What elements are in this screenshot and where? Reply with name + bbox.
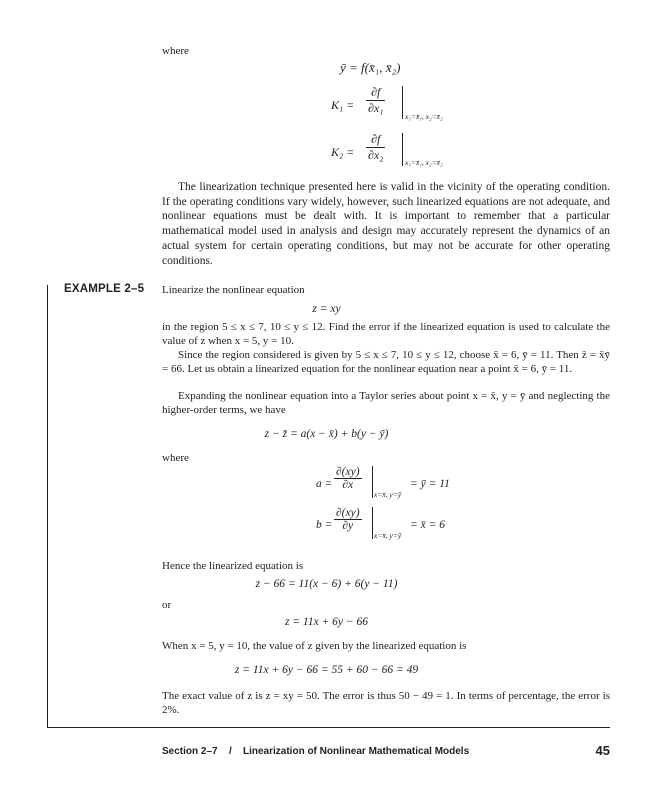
- k1-fraction: [366, 85, 385, 116]
- k2-lhs: K₂ =: [331, 145, 355, 159]
- a-eval-point: x=x̄, y=ȳ: [374, 490, 402, 499]
- footer-title: Linearization of Nonlinear Mathematical Models: [243, 746, 470, 757]
- k2-eval-bar: [402, 133, 403, 166]
- exact-text: The exact value of z is z = xy = 50. The error is thus 50 − 49 = 1. In terms of percentage, the error is 2%.: [162, 690, 610, 716]
- region-paragraph: [162, 321, 610, 348]
- example-label: EXAMPLE 2–5: [64, 283, 145, 295]
- k2-fraction: [366, 132, 385, 163]
- b-rhs: = x̄ = 6: [410, 519, 445, 531]
- footer-separator: /: [229, 746, 232, 757]
- or-label: or: [162, 599, 172, 611]
- b-lhs: b =: [316, 519, 333, 531]
- linearization-paragraph: [162, 180, 610, 268]
- example-left-rule: [47, 285, 48, 727]
- example-intro: Linearize the nonlinear equation: [162, 284, 305, 296]
- page-number: 45: [595, 743, 610, 758]
- b-numerator: ∂(xy): [336, 507, 360, 519]
- footer-section: Section 2–7: [162, 746, 218, 757]
- exact-paragraph: [162, 690, 610, 717]
- linearized-equation-2: z = 11x + 6y − 66: [284, 616, 369, 628]
- k2-denominator: ∂x₂: [368, 148, 384, 162]
- b-fraction: [334, 507, 362, 532]
- a-fraction: [334, 466, 362, 491]
- ybar-equation: ȳ = f(x̄₁, x̄₂): [340, 60, 401, 75]
- taylor-equation: z − z̄ = a(x − x̄) + b(y − ȳ): [264, 428, 389, 440]
- k1-eval-point: x₁=x̄₁, x₂=x̄₂: [405, 112, 443, 121]
- k2-numerator: ∂f: [366, 132, 385, 148]
- k1-lhs: K₁ =: [331, 98, 355, 112]
- a-lhs: a =: [316, 478, 333, 490]
- a-eval-bar: [372, 466, 373, 498]
- b-denominator: ∂y: [342, 520, 354, 532]
- example-bottom-rule: [47, 727, 610, 728]
- b-eval-point: x=x̄, y=ȳ: [374, 531, 402, 540]
- a-numerator: ∂(xy): [336, 466, 360, 478]
- expanding-paragraph: [162, 390, 610, 417]
- where-label-example: where: [162, 452, 189, 464]
- since-paragraph: [162, 349, 610, 376]
- linearization-text: The linearization technique presented here is valid in the vicinity of the operating condition. If the operating conditions vary widely, however, such linearized equations are not adequate, and nonlinear equations must be dealt with. It is important to remember that a particular mathematical model used in analysis and design may accurately represent the dynamics of an actual system for certain operating conditions, but may not be accurate for other operating conditions.: [162, 181, 610, 267]
- eq-main: z = xy: [312, 303, 341, 315]
- a-rhs: = ȳ = 11: [410, 478, 450, 490]
- a-denominator: ∂x: [342, 479, 354, 491]
- expanding-text: Expanding the nonlinear equation into a Taylor series about point x = x̄, y = ȳ and neglecting the higher-order terms, we have: [162, 390, 610, 416]
- since-text: Since the region considered is given by 5 ≤ x ≤ 7, 10 ≤ y ≤ 12, choose x̄ = 6, ȳ = 11. Then z̄ = x̄ȳ = 66. Let us obtain a linearized equation for the nonlinear equation near a point x̄ = 6, ȳ = 11.: [162, 349, 610, 375]
- k1-numerator: ∂f: [366, 85, 385, 101]
- k1-denominator: ∂x₁: [368, 101, 384, 115]
- k1-eval-bar: [402, 86, 403, 119]
- region-text: in the region 5 ≤ x ≤ 7, 10 ≤ y ≤ 12. Find the error if the linearized equation is used to calculate the value of z when x = 5, y = 10.: [162, 321, 610, 347]
- hence-text: Hence the linearized equation is: [162, 560, 304, 572]
- k2-eval-point: x₁=x̄₁, x₂=x̄₂: [405, 158, 443, 167]
- where-label-top: where: [162, 45, 189, 57]
- value-equation: z = 11x + 6y − 66 = 55 + 60 − 66 = 49: [234, 664, 419, 676]
- b-eval-bar: [372, 507, 373, 539]
- when-text: When x = 5, y = 10, the value of z given by the linearized equation is: [162, 640, 467, 652]
- linearized-equation-1: z − 66 = 11(x − 6) + 6(y − 11): [255, 578, 398, 590]
